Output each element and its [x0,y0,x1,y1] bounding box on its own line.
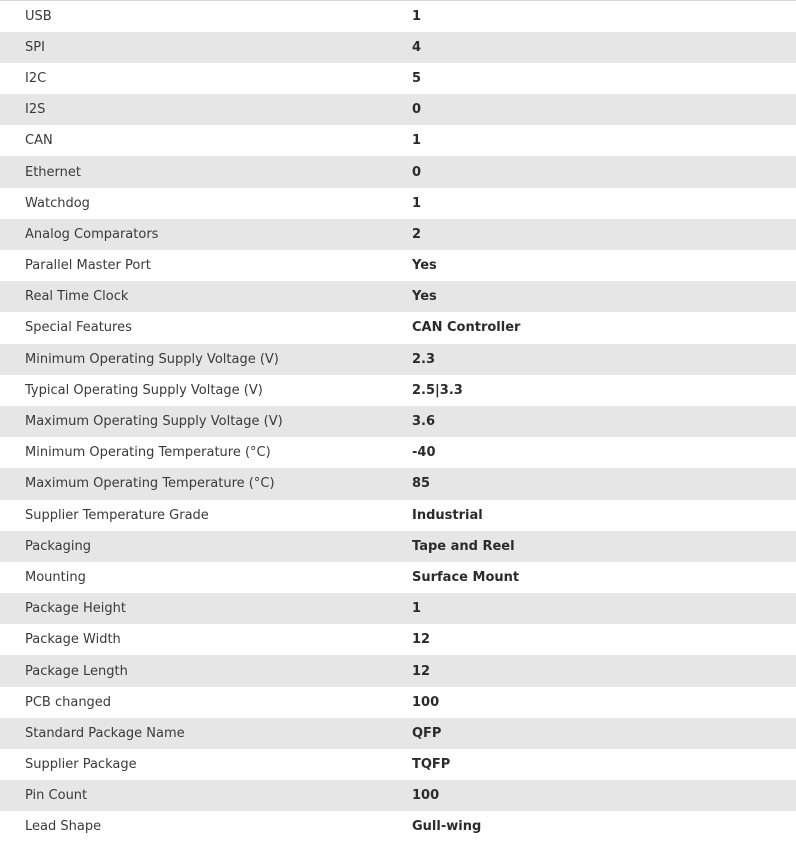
spec-label: Maximum Operating Temperature (°C) [25,476,275,492]
spec-label: Special Features [25,320,132,336]
spec-value: 0 [412,102,422,118]
spec-label: Ethernet [25,164,81,180]
spec-label: Watchdog [25,195,90,211]
spec-row [0,437,796,468]
spec-value: 100 [412,788,440,804]
spec-label: Package Length [25,663,128,679]
spec-row [0,687,796,718]
spec-value: 5 [412,70,422,86]
spec-row [0,94,796,125]
spec-label: Package Height [25,601,126,617]
spec-row [0,562,796,593]
spec-row [0,811,796,842]
spec-value: 1 [412,133,422,149]
spec-value: 3.6 [412,414,436,430]
spec-label: I2C [25,70,47,86]
spec-value: Surface Mount [412,569,520,585]
spec-value: 1 [412,601,422,617]
spec-label: Real Time Clock [25,289,129,305]
spec-label: Parallel Master Port [25,258,151,274]
spec-value: CAN Controller [412,320,521,336]
spec-value: QFP [412,725,442,741]
spec-row [0,63,796,94]
spec-value: Yes [412,258,437,274]
spec-label: I2S [25,102,46,118]
spec-value: -40 [412,445,436,461]
spec-label: Pin Count [25,788,88,804]
spec-row [0,344,796,375]
spec-value: Industrial [412,507,483,523]
spec-row [0,156,796,187]
spec-value: TQFP [412,757,451,773]
spec-row [0,1,796,32]
spec-label: Supplier Package [25,757,137,773]
spec-value: 0 [412,164,422,180]
spec-value: 1 [412,8,422,24]
spec-label: Package Width [25,632,121,648]
spec-value: 2 [412,226,422,242]
spec-value: 1 [412,195,422,211]
spec-value: 4 [412,39,422,55]
spec-row [0,406,796,437]
spec-row [0,281,796,312]
spec-value: Yes [412,289,437,305]
spec-label: Mounting [25,569,86,585]
spec-value: Gull-wing [412,819,482,835]
spec-row [0,780,796,811]
spec-label: Supplier Temperature Grade [25,507,209,523]
spec-label: SPI [25,39,45,55]
spec-row [0,655,796,686]
spec-label: CAN [25,133,53,149]
spec-row [0,468,796,499]
spec-row [0,250,796,281]
spec-row [0,593,796,624]
spec-label: Minimum Operating Supply Voltage (V) [25,351,279,367]
spec-row [0,749,796,780]
spec-row [0,219,796,250]
spec-label: Standard Package Name [25,725,185,741]
spec-row [0,500,796,531]
spec-row [0,32,796,63]
spec-row [0,188,796,219]
spec-value: 100 [412,694,440,710]
spec-row [0,531,796,562]
spec-row [0,375,796,406]
spec-label: PCB changed [25,694,112,710]
spec-label: Maximum Operating Supply Voltage (V) [25,414,283,430]
spec-value: 2.3 [412,351,436,367]
spec-row [0,312,796,343]
spec-value: 12 [412,663,431,679]
spec-value: Tape and Reel [412,538,515,554]
spec-row [0,624,796,655]
specifications-table-body [0,1,796,843]
spec-label: USB [25,8,52,24]
spec-value: 85 [412,476,431,492]
spec-value: 2.5|3.3 [412,382,463,398]
spec-label: Packaging [25,538,91,554]
spec-label: Lead Shape [25,819,102,835]
spec-row [0,125,796,156]
spec-label: Typical Operating Supply Voltage (V) [25,382,263,398]
spec-label: Minimum Operating Temperature (°C) [25,445,271,461]
spec-value: 12 [412,632,431,648]
spec-row [0,718,796,749]
spec-label: Analog Comparators [25,226,159,242]
